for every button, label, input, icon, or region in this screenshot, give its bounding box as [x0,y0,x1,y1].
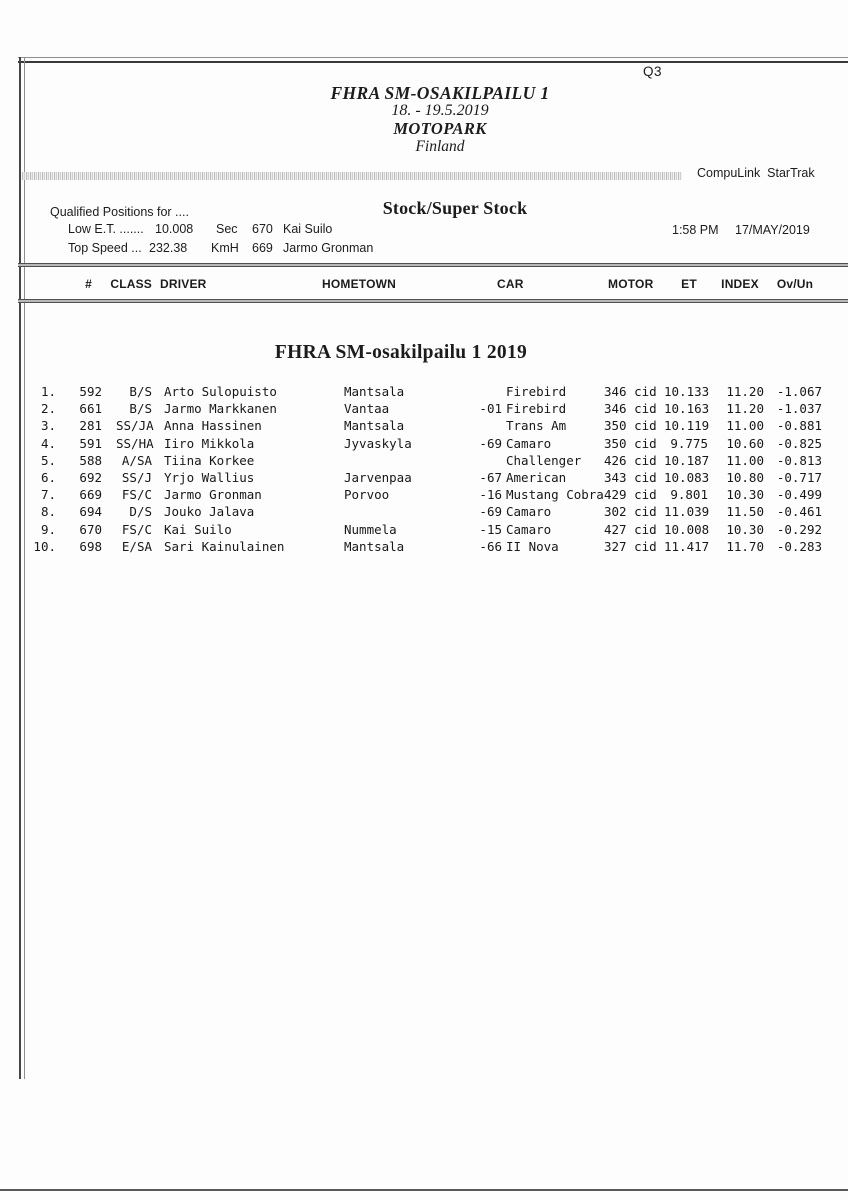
cell-et: 9.775 [670,435,708,451]
cell-car-model: American [506,469,567,485]
page-frame-left-rule [19,57,25,1079]
cell-car-number: 281 [79,418,102,434]
cell-et: 9.801 [670,487,708,503]
cell-car-model: Challenger [506,452,582,468]
hatched-separator [22,172,682,180]
cell-index: 11.20 [726,384,764,399]
cell-driver: Yrjo Wallius [164,469,255,485]
cell-ov-un: -0.283 [776,538,822,554]
event-dates: 18. - 19.5.2019 [391,102,489,119]
cell-car-model: Camaro [506,521,552,537]
cell-hometown [336,452,476,469]
cell-hometown: Vantaa [344,401,390,417]
cell-car-year [476,452,506,469]
cell-hometown: Mantsala [344,538,405,554]
column-header-et: ET [681,277,697,291]
cell-pos: 6. [40,469,56,485]
cell-ov-un: -1.037 [776,401,822,417]
result-row [26,486,824,503]
cell-pos: 1. [40,384,56,399]
session-label: Q3 [643,64,663,79]
cell-index: 10.30 [726,487,764,503]
cell-et: 10.083 [664,469,710,485]
cell-car-year [476,417,506,434]
results-column-header [26,277,824,291]
cell-index: 10.30 [726,521,764,537]
header-top-rule [18,263,848,267]
cell-pos: 9. [40,521,56,537]
cell-motor: 350 cid [604,418,657,434]
cell-class: SS/J [121,469,152,485]
cell-car-model: Camaro [506,435,552,451]
cell-ov-un: -0.499 [776,487,822,503]
column-header-ov-un: Ov/Un [776,277,814,291]
cell-index: 11.00 [726,452,764,468]
cell-ov-un: -1.067 [776,384,822,399]
page-frame-top-rule [18,57,848,63]
cell-car-year: -69 [479,435,502,451]
cell-car-number: 670 [79,521,102,537]
cell-pos: 7. [40,487,56,503]
cell-class: A/SA [121,452,152,468]
cell-driver: Jouko Jalava [164,504,255,520]
cell-car-number: 591 [79,435,102,451]
top-speed-value: 232.38 [149,241,188,255]
cell-car-number: 592 [79,384,102,399]
cell-pos: 3. [40,418,56,434]
column-header-number: # [85,277,92,291]
cell-car-number: 694 [79,504,102,520]
top-speed-label: Top Speed ... [68,241,142,255]
result-row [26,452,824,469]
cell-ov-un: -0.717 [776,469,822,485]
cell-pos: 2. [40,401,56,417]
top-speed-driver: Jarmo Gronman [283,241,374,255]
cell-hometown [336,503,476,520]
timing-system-brand: CompuLink StarTrak [697,166,815,180]
top-speed-unit: KmH [211,241,239,255]
cell-driver: Jarmo Gronman [164,487,262,503]
result-row [26,383,824,400]
cell-car-year: -69 [479,504,502,520]
cell-car-model: II Nova [506,538,559,554]
cell-hometown: Mantsala [344,384,405,399]
cell-car-model: Mustang Cobra [506,487,604,503]
header-bottom-rule [18,299,848,303]
cell-index: 11.20 [726,401,764,417]
cell-ov-un: -0.813 [776,452,822,468]
cell-hometown: Jyvaskyla [344,435,412,451]
cell-ov-un: -0.292 [776,521,822,537]
cell-driver: Arto Sulopuisto [164,384,277,399]
column-header-motor: MOTOR [608,277,654,291]
cell-car-model: Trans Am [506,418,567,434]
result-row [26,538,824,555]
cell-index: 10.60 [726,435,764,451]
event-country: Finland [415,138,465,155]
cell-class: D/S [129,504,152,520]
event-venue: MOTOPARK [393,119,487,138]
cell-motor: 429 cid [604,487,657,503]
cell-hometown: Mantsala [344,418,405,434]
cell-motor: 427 cid [604,521,657,537]
column-header-index: INDEX [721,277,759,291]
event-title: FHRA SM-OSAKILPAILU 1 [330,83,550,103]
results-table-body [26,383,824,555]
low-et-label: Low E.T. ....... [68,222,144,236]
cell-car-number: 698 [79,538,102,554]
cell-motor: 343 cid [604,469,657,485]
low-et-unit: Sec [216,222,238,236]
cell-car-year [476,383,506,400]
cell-car-year: -01 [479,401,502,417]
cell-motor: 346 cid [604,401,657,417]
cell-pos: 8. [40,504,56,520]
cell-hometown: Porvoo [344,487,390,503]
cell-motor: 426 cid [604,452,657,468]
results-section-title: FHRA SM-osakilpailu 1 2019 [274,342,528,363]
cell-ov-un: -0.825 [776,435,822,451]
cell-motor: 350 cid [604,435,657,451]
cell-car-year: -16 [479,487,502,503]
cell-pos: 4. [40,435,56,451]
cell-class: B/S [129,401,152,417]
result-row [26,400,824,417]
cell-car-number: 669 [79,487,102,503]
cell-driver: Kai Suilo [164,521,232,537]
page-bottom-edge [0,1189,848,1191]
cell-car-year: -15 [479,521,502,537]
cell-et: 10.187 [664,452,710,468]
cell-index: 11.50 [726,504,764,520]
cell-car-model: Firebird [506,384,567,399]
cell-driver: Jarmo Markkanen [164,401,277,417]
event-header [30,84,848,156]
cell-et: 11.039 [664,504,710,520]
low-et-car: 670 [252,222,273,236]
cell-et: 10.163 [664,401,710,417]
cell-car-year: -66 [479,538,502,554]
cell-car-model: Camaro [506,504,552,520]
result-row [26,469,824,486]
print-time: 1:58 PM [672,223,719,237]
cell-hometown: Nummela [344,521,397,537]
cell-index: 11.70 [726,538,764,554]
cell-index: 10.80 [726,469,764,485]
cell-driver: Tiina Korkee [164,452,255,468]
top-speed-car: 669 [252,241,273,255]
cell-driver: Iiro Mikkola [164,435,255,451]
cell-car-year: -67 [479,469,502,485]
result-row [26,503,824,520]
cell-class: FS/C [121,521,152,537]
cell-class: FS/C [121,487,152,503]
cell-et: 11.417 [664,538,710,554]
cell-et: 10.133 [664,384,710,399]
low-et-driver: Kai Suilo [283,222,333,236]
cell-pos: 10. [33,538,56,554]
result-row [26,417,824,434]
column-header-car: CAR [497,277,524,291]
cell-hometown: Jarvenpaa [344,469,412,485]
cell-ov-un: -0.881 [776,418,822,434]
cell-et: 10.119 [664,418,710,434]
cell-car-number: 661 [79,401,102,417]
cell-class: B/S [129,384,152,399]
cell-car-number: 588 [79,452,102,468]
low-et-value: 10.008 [155,222,194,236]
result-row [26,521,824,538]
cell-pos: 5. [40,452,56,468]
cell-index: 11.00 [726,418,764,434]
column-header-hometown: HOMETOWN [322,277,397,291]
cell-motor: 327 cid [604,538,657,554]
column-header-class: CLASS [110,277,152,291]
result-row [26,435,824,452]
cell-driver: Anna Hassinen [164,418,262,434]
cell-ov-un: -0.461 [776,504,822,520]
column-header-driver: DRIVER [160,277,207,291]
cell-motor: 346 cid [604,384,657,399]
cell-class: E/SA [121,538,152,554]
cell-class: SS/HA [116,435,154,451]
class-title: Stock/Super Stock [382,198,528,218]
cell-car-number: 692 [79,469,102,485]
cell-class: SS/JA [116,418,154,434]
cell-car-model: Firebird [506,401,567,417]
cell-motor: 302 cid [604,504,657,520]
qualified-positions-heading: Qualified Positions for .... [50,205,189,219]
cell-driver: Sari Kainulainen [164,538,285,554]
cell-et: 10.008 [664,521,710,537]
print-date: 17/MAY/2019 [735,223,810,237]
